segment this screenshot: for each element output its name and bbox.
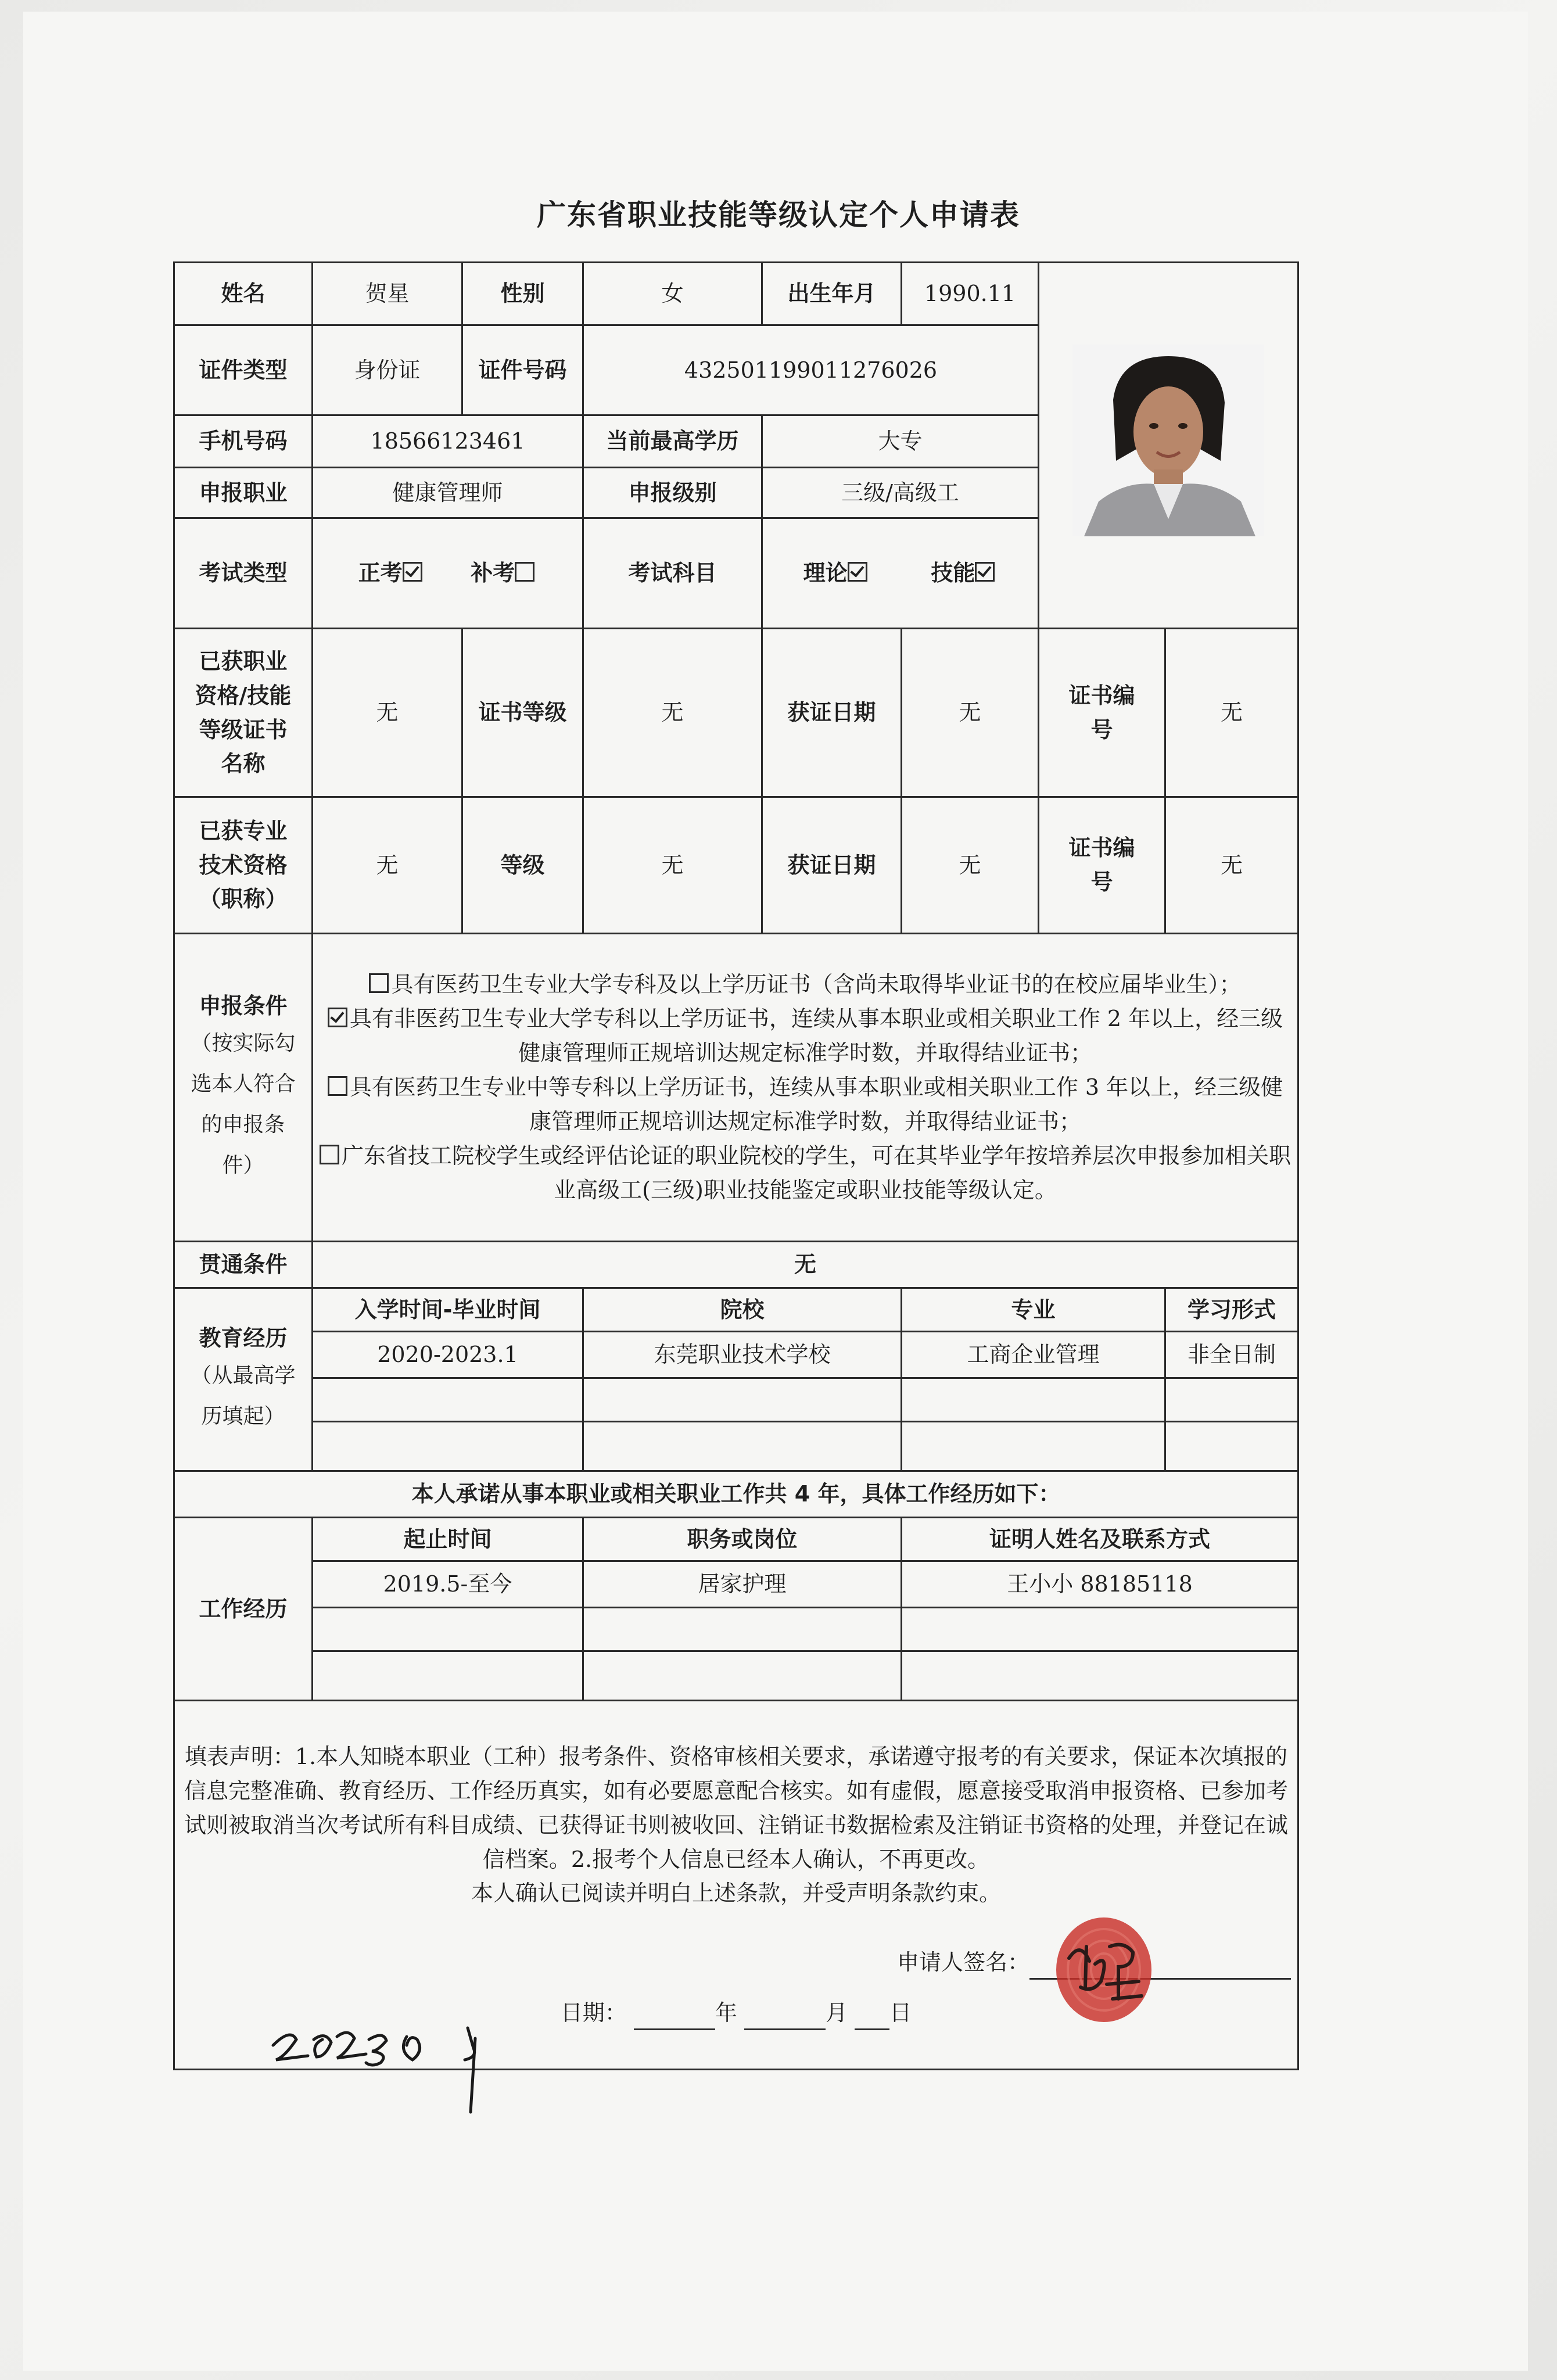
pro-cert-label: 已获专业技术资格（职称） xyxy=(174,797,313,934)
edu-header-mode: 学习形式 xyxy=(1165,1288,1298,1332)
work-empty-cell xyxy=(583,1651,902,1701)
edu-empty-cell xyxy=(1165,1422,1298,1471)
through-label: 贯通条件 xyxy=(174,1242,313,1288)
edu-header-time: 入学时间-毕业时间 xyxy=(313,1288,583,1332)
level-label: 申报级别 xyxy=(583,468,762,518)
voc-date-value: 无 xyxy=(902,629,1039,797)
date-year-line[interactable] xyxy=(634,2005,715,2030)
date-day-unit: 日 xyxy=(889,2000,912,2026)
condition-item xyxy=(317,1002,1294,1070)
condition-text: 具有非医药卫生专业大学专科以上学历证书，连续从事本职业或相关职业工作 2 年以上，经三级健康管理师正规培训达规定标准学时数，并取得结业证书； xyxy=(349,1006,1283,1066)
work-empty-cell xyxy=(902,1651,1298,1701)
edu-empty-cell xyxy=(1165,1378,1298,1422)
work-row-post: 居家护理 xyxy=(583,1561,902,1608)
work-header-witness: 证明人姓名及联系方式 xyxy=(902,1518,1298,1561)
education-label-cell xyxy=(174,1288,313,1471)
exam-subject-options xyxy=(762,518,1039,629)
photo-cell xyxy=(1039,263,1298,629)
date-day-line[interactable] xyxy=(855,2005,889,2030)
form-title: 广东省职业技能等级认定个人申请表 xyxy=(537,198,1020,232)
pro-cert-name: 无 xyxy=(313,797,462,934)
edu-value: 大专 xyxy=(762,415,1039,468)
education-label: 教育经历 xyxy=(199,1325,288,1352)
fingerprint-stamp xyxy=(1046,1912,1162,2028)
phone-value: 18566123461 xyxy=(313,415,583,468)
condition-text: 具有医药卫生专业大学专科及以上学历证书（含尚未取得毕业证书的在校应届毕业生）； xyxy=(391,972,1242,998)
exam-subject-label: 考试科目 xyxy=(583,518,762,629)
birth-value: 1990.11 xyxy=(902,263,1039,325)
skill-label: 技能 xyxy=(931,560,975,586)
edu-label: 当前最高学历 xyxy=(583,415,762,468)
name-label: 姓名 xyxy=(174,263,313,325)
exam-type-options xyxy=(313,518,583,629)
conditions-list xyxy=(313,934,1298,1242)
work-header-post: 职务或岗位 xyxy=(583,1518,902,1561)
voc-grade-label: 证书等级 xyxy=(462,629,583,797)
edu-empty-cell xyxy=(313,1378,583,1422)
edu-row-major: 工商企业管理 xyxy=(902,1332,1165,1378)
sign-label: 申请人签名： xyxy=(896,1949,1029,1976)
conditions-label-cell xyxy=(174,934,313,1242)
conditions-sub: （按实际勾选本人符合的申报条件） xyxy=(191,1031,296,1178)
edu-row-mode: 非全日制 xyxy=(1165,1332,1298,1378)
edu-empty-cell xyxy=(902,1378,1165,1422)
condition-2-checkbox[interactable] xyxy=(328,1008,347,1027)
work-header-time: 起止时间 xyxy=(313,1518,583,1561)
date-year-unit: 年 xyxy=(715,2000,737,2026)
condition-item xyxy=(317,1070,1294,1139)
exam-makeup-label: 补考 xyxy=(471,560,515,586)
birth-label: 出生年月 xyxy=(762,263,902,325)
id-type-value: 身份证 xyxy=(313,325,462,415)
condition-3-checkbox[interactable] xyxy=(328,1076,347,1096)
voc-grade-value: 无 xyxy=(583,629,762,797)
pro-no-value: 无 xyxy=(1165,797,1298,934)
exam-makeup-checkbox[interactable] xyxy=(515,562,534,582)
pro-date-label: 获证日期 xyxy=(762,797,902,934)
work-empty-cell xyxy=(902,1608,1298,1651)
name-value: 贺星 xyxy=(313,263,462,325)
job-label: 申报职业 xyxy=(174,468,313,518)
job-value: 健康管理师 xyxy=(313,468,583,518)
date-month-unit: 月 xyxy=(826,2000,848,2026)
work-empty-cell xyxy=(313,1651,583,1701)
edu-row-time: 2020-2023.1 xyxy=(313,1332,583,1378)
handwritten-date xyxy=(267,2005,569,2121)
condition-4-checkbox[interactable] xyxy=(320,1145,339,1164)
voc-cert-name: 无 xyxy=(313,629,462,797)
voc-no-value: 无 xyxy=(1165,629,1298,797)
work-empty-cell xyxy=(313,1608,583,1651)
pro-no-label: 证书编号 xyxy=(1039,797,1165,934)
exam-regular-checkbox[interactable] xyxy=(403,562,422,582)
gender-label: 性别 xyxy=(462,263,583,325)
condition-1-checkbox[interactable] xyxy=(369,973,389,993)
edu-empty-cell xyxy=(902,1422,1165,1471)
edu-empty-cell xyxy=(313,1422,583,1471)
id-type-label: 证件类型 xyxy=(174,325,313,415)
pro-grade-label: 等级 xyxy=(462,797,583,934)
date-label: 日期： xyxy=(560,2000,627,2026)
work-promise: 本人承诺从事本职业或相关职业工作共 4 年，具体工作经历如下： xyxy=(174,1471,1298,1518)
voc-no-label: 证书编号 xyxy=(1039,629,1165,797)
gender-value: 女 xyxy=(583,263,762,325)
applicant-photo xyxy=(1072,345,1264,536)
level-value: 三级/高级工 xyxy=(762,468,1039,518)
theory-label: 理论 xyxy=(803,560,848,586)
condition-item xyxy=(317,967,1294,1002)
edu-header-major: 专业 xyxy=(902,1288,1165,1332)
phone-label: 手机号码 xyxy=(174,415,313,468)
work-row-witness: 王小小 88185118 xyxy=(902,1561,1298,1608)
date-month-line[interactable] xyxy=(744,2005,826,2030)
work-empty-cell xyxy=(583,1608,902,1651)
edu-header-school: 院校 xyxy=(583,1288,902,1332)
edu-row-school: 东莞职业技术学校 xyxy=(583,1332,902,1378)
through-value: 无 xyxy=(313,1242,1298,1288)
pro-date-value: 无 xyxy=(902,797,1039,934)
id-no-value: 432501199011276026 xyxy=(583,325,1039,415)
education-sub: （从最高学历填起） xyxy=(191,1364,296,1429)
edu-empty-cell xyxy=(583,1378,902,1422)
work-row-time: 2019.5-至今 xyxy=(313,1561,583,1608)
theory-checkbox[interactable] xyxy=(848,562,867,582)
declaration-text: 填表声明：1.本人知晓本职业（工种）报考条件、资格审核相关要求，承诺遵守报考的有关要求，保证本次填报的信息完整准确、教育经历、工作经历真实，如有必要愿意配合核实。如有虚假，愿意接受取消申报资格、已参加考试则被取消当次考试所有科目成绩、已获得证书则被收回、注销证书数据检索及注销证书资格的处理，并登记在诚信档案。2.报考个人信息已经本人确认，不再更改。 xyxy=(184,1743,1288,1872)
edu-empty-cell xyxy=(583,1422,902,1471)
skill-checkbox[interactable] xyxy=(975,562,995,582)
exam-type-label: 考试类型 xyxy=(174,518,313,629)
exam-regular-label: 正考 xyxy=(358,560,403,586)
work-label: 工作经历 xyxy=(174,1518,313,1701)
voc-cert-label: 已获职业资格/技能等级证书名称 xyxy=(174,629,313,797)
voc-date-label: 获证日期 xyxy=(762,629,902,797)
condition-text: 具有医药卫生专业中等专科以上学历证书，连续从事本职业或相关职业工作 3 年以上，经三级健康管理师正规培训达规定标准学时数，并取得结业证书； xyxy=(349,1074,1283,1134)
pro-grade-value: 无 xyxy=(583,797,762,934)
conditions-label: 申报条件 xyxy=(199,992,288,1019)
confirm-text: 本人确认已阅读并明白上述条款，并受声明条款约束。 xyxy=(471,1880,1001,1906)
condition-item xyxy=(317,1139,1294,1207)
condition-text: 广东省技工院校学生或经评估论证的职业院校的学生，可在其毕业学年按培养层次申报参加相关职业高级工(三级)职业技能鉴定或职业技能等级认定。 xyxy=(341,1142,1291,1203)
id-no-label: 证件号码 xyxy=(462,325,583,415)
application-form xyxy=(173,261,1299,2070)
